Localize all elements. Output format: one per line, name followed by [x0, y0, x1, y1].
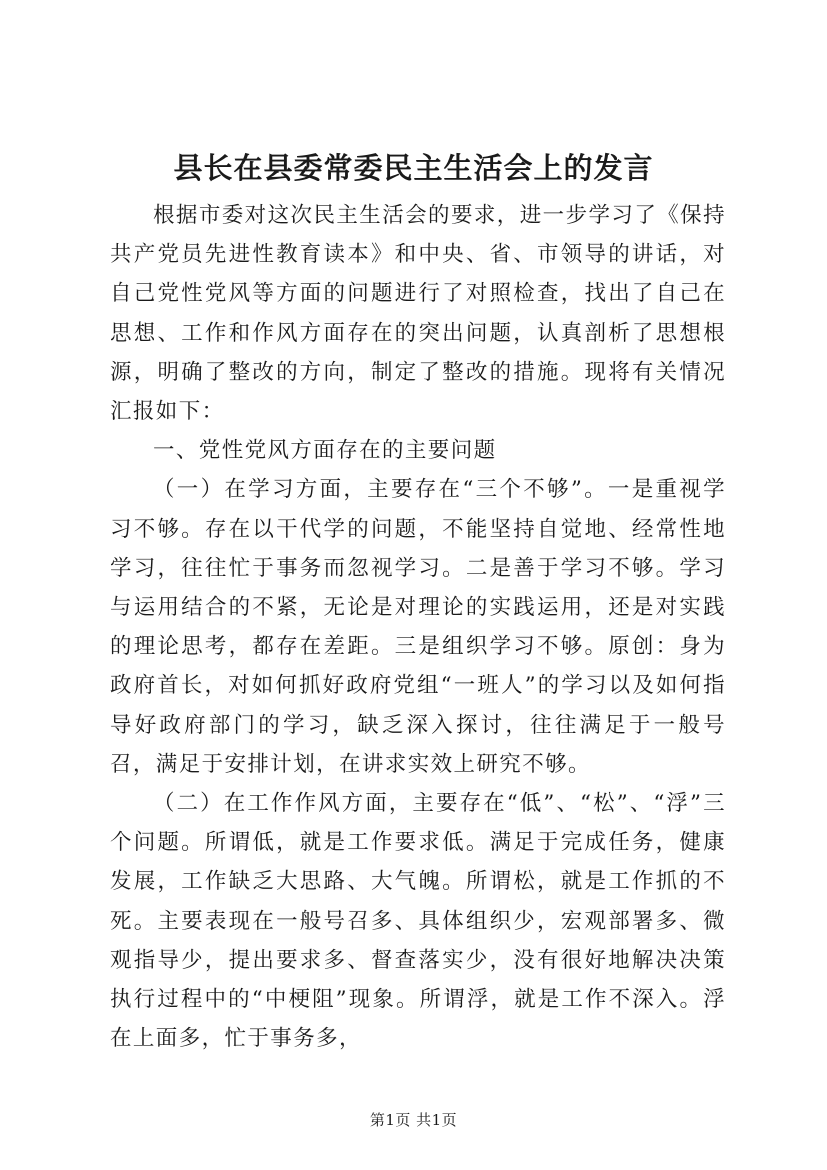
paragraph-intro: 根据市委对这次民主生活会的要求，进一步学习了《保持共产党员先进性教育读本》和中央、省、市领导的讲话，对自己党性党风等方面的问题进行了对照检查，找出了自己在思想、工作和作风方面存在的突出问题，认真剖析了思想根源，明确了整改的方向，制定了整改的措施。现将有关情况汇报如下：: [110, 203, 726, 425]
page-title: 县长在县委常委民主生活会上的发言: [173, 151, 654, 185]
section-heading: 一、党性党风方面存在的主要问题: [153, 438, 497, 464]
paragraph-work-style: （二）在工作作风方面，主要存在“低”、“松”、“浮”三个问题。所谓低，就是工作要求低。满足于完成任务，健康发展，工作缺乏大思路、大气魄。所谓松，就是工作抓的不死。主要表现在一般号召多、具体组织少，宏观部署多、微观指导少，提出要求多、督查落实少，没有很好地解决决策执行过程中的“中梗阻”现象。所谓浮，就是工作不深入。浮在上面多，忙于事务多，: [110, 791, 726, 1052]
document-body: [110, 196, 726, 1058]
paragraph-study: （一）在学习方面，主要存在“三个不够”。一是重视学习不够。存在以干代学的问题，不能坚持自觉地、经常性地学习，往往忙于事务而忽视学习。二是善于学习不够。学习与运用结合的不紧，无论是对理论的实践运用，还是对实践的理论思考，都存在差距。三是组织学习不够。原创：身为政府首长，对如何抓好政府党组“一班人”的学习以及如何指导好政府部门的学习，缺乏深入探讨，往往满足于一般号召，满足于安排计划，在讲求实效上研究不够。: [110, 477, 726, 777]
page-footer: 第1页 共1页: [369, 1111, 458, 1129]
